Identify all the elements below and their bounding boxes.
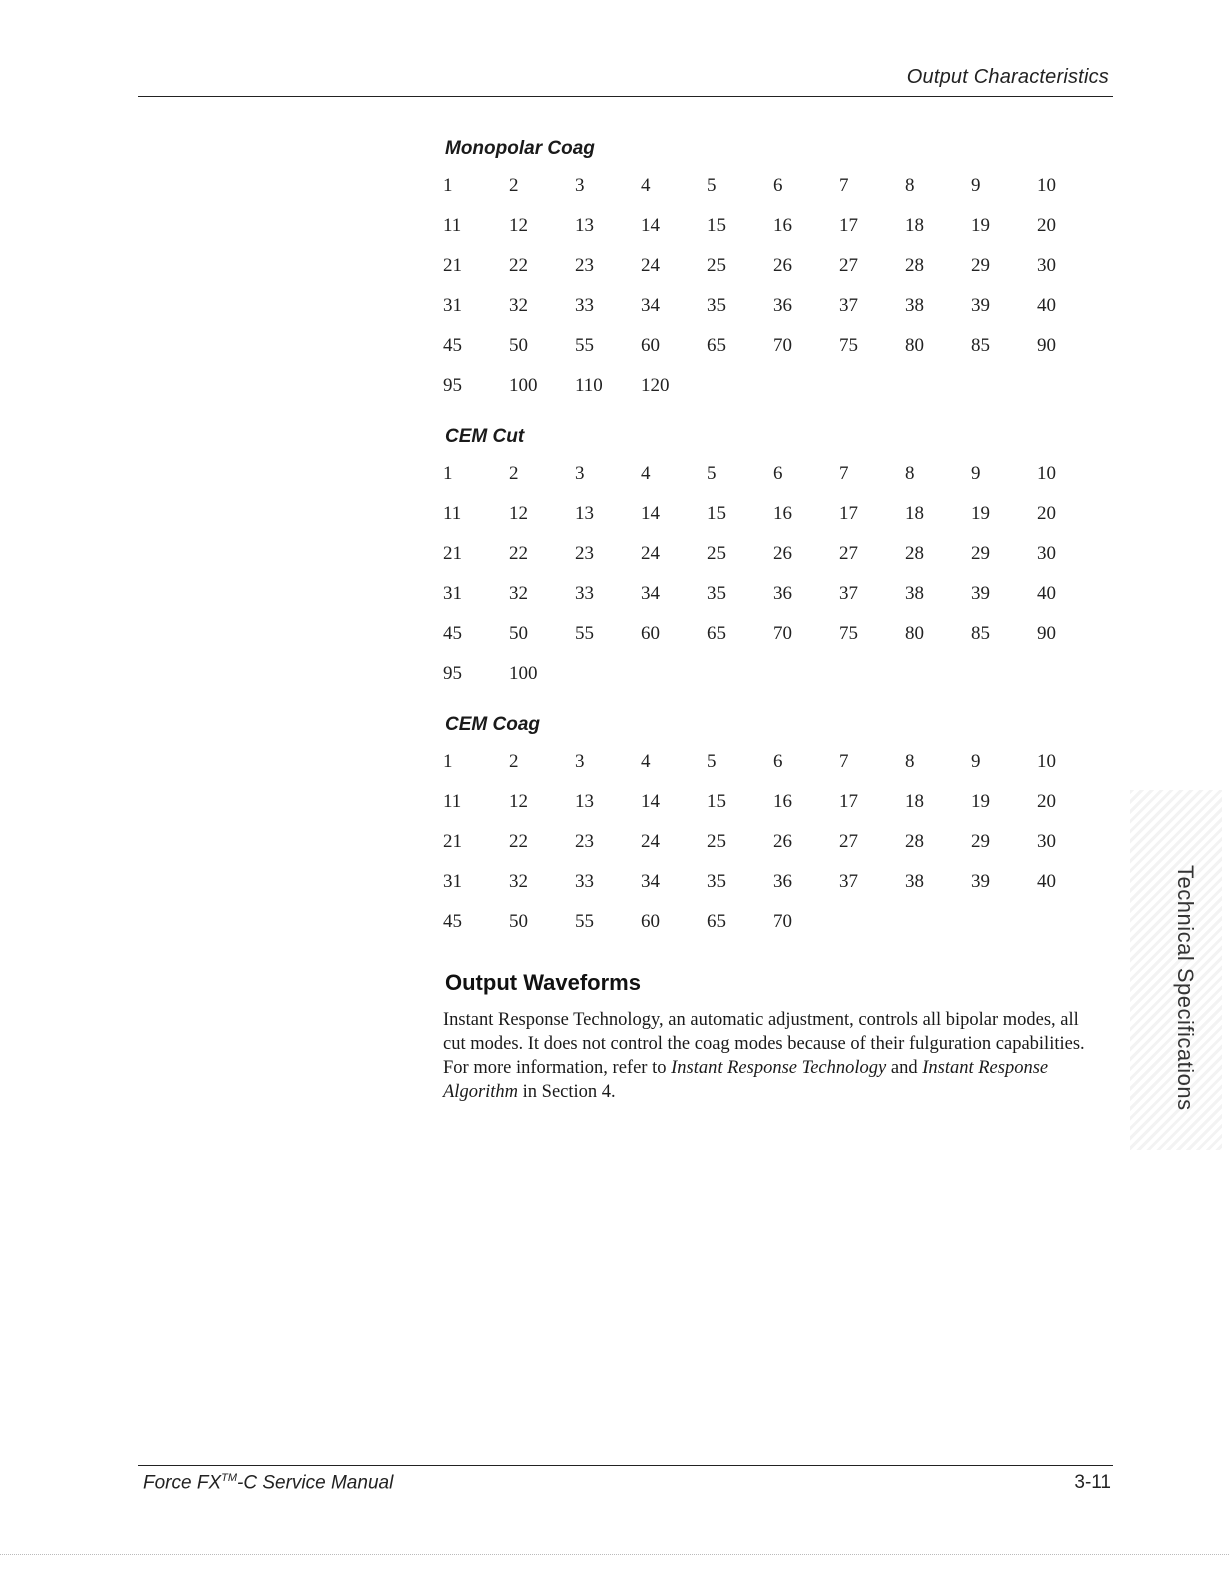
footer-page-number: 3-11 xyxy=(1074,1472,1111,1493)
setting-value: 15 xyxy=(707,215,726,236)
setting-value: 13 xyxy=(575,215,594,236)
setting-value: 21 xyxy=(443,831,462,852)
settings-section xyxy=(443,714,1103,942)
setting-value: 36 xyxy=(773,295,792,316)
setting-value: 18 xyxy=(905,791,924,812)
setting-value: 39 xyxy=(971,871,990,892)
setting-value: 100 xyxy=(509,663,538,684)
header-rule xyxy=(138,96,1113,97)
setting-value: 95 xyxy=(443,663,462,684)
setting-value: 30 xyxy=(1037,831,1056,852)
setting-value: 5 xyxy=(707,175,717,196)
setting-value: 33 xyxy=(575,871,594,892)
setting-value: 8 xyxy=(905,751,915,772)
setting-value: 8 xyxy=(905,463,915,484)
setting-value: 9 xyxy=(971,751,981,772)
setting-value: 34 xyxy=(641,295,660,316)
setting-value: 40 xyxy=(1037,295,1056,316)
setting-value: 9 xyxy=(971,175,981,196)
reference-instant-response-algorithm: Instant Response Algorithm xyxy=(443,1058,1049,1102)
setting-value: 70 xyxy=(773,623,792,644)
setting-value: 5 xyxy=(707,463,717,484)
setting-value: 19 xyxy=(971,791,990,812)
setting-value: 21 xyxy=(443,543,462,564)
settings-row xyxy=(443,534,1103,574)
setting-value: 21 xyxy=(443,255,462,276)
setting-value: 38 xyxy=(905,583,924,604)
setting-value: 35 xyxy=(707,871,726,892)
power-setting-sections xyxy=(443,138,1103,942)
setting-value: 70 xyxy=(773,911,792,932)
setting-value: 39 xyxy=(971,583,990,604)
setting-value: 7 xyxy=(839,463,849,484)
settings-row xyxy=(443,742,1103,782)
setting-value: 22 xyxy=(509,255,528,276)
setting-value: 35 xyxy=(707,583,726,604)
output-waveforms-heading: Output Waveforms xyxy=(445,970,641,995)
setting-value: 32 xyxy=(509,583,528,604)
setting-value: 1 xyxy=(443,751,453,772)
settings-row xyxy=(443,454,1103,494)
settings-row xyxy=(443,206,1103,246)
setting-value: 65 xyxy=(707,911,726,932)
settings-row xyxy=(443,366,1103,406)
setting-value: 22 xyxy=(509,831,528,852)
setting-value: 18 xyxy=(905,503,924,524)
setting-value: 85 xyxy=(971,335,990,356)
setting-value: 27 xyxy=(839,255,858,276)
setting-value: 24 xyxy=(641,831,660,852)
setting-value: 1 xyxy=(443,175,453,196)
setting-value: 55 xyxy=(575,911,594,932)
setting-value: 16 xyxy=(773,503,792,524)
setting-value: 23 xyxy=(575,831,594,852)
paragraph-text-2: and xyxy=(886,1058,923,1078)
setting-value: 29 xyxy=(971,255,990,276)
setting-value: 55 xyxy=(575,335,594,356)
setting-value: 25 xyxy=(707,543,726,564)
setting-value: 3 xyxy=(575,463,585,484)
setting-value: 24 xyxy=(641,543,660,564)
setting-value: 23 xyxy=(575,543,594,564)
setting-value: 26 xyxy=(773,543,792,564)
manual-title-prefix: Force FX xyxy=(143,1472,222,1494)
setting-value: 26 xyxy=(773,831,792,852)
setting-value: 75 xyxy=(839,335,858,356)
setting-value: 55 xyxy=(575,623,594,644)
setting-value: 75 xyxy=(839,623,858,644)
setting-value: 2 xyxy=(509,463,519,484)
setting-value: 7 xyxy=(839,175,849,196)
setting-value: 11 xyxy=(443,503,462,524)
setting-value: 8 xyxy=(905,175,915,196)
paragraph-text-1: Instant Response Technology, an automatic adjustment, controls all bipolar modes, all cut modes. It does not control the coag modes because of their fulguration capabilities. For more information, refer to xyxy=(443,1010,1085,1078)
setting-value: 17 xyxy=(839,791,858,812)
setting-value: 31 xyxy=(443,583,462,604)
settings-row xyxy=(443,782,1103,822)
setting-value: 14 xyxy=(641,215,660,236)
setting-value: 2 xyxy=(509,175,519,196)
setting-value: 39 xyxy=(971,295,990,316)
setting-value: 4 xyxy=(641,175,651,196)
setting-value: 65 xyxy=(707,623,726,644)
settings-section xyxy=(443,138,1103,406)
settings-row xyxy=(443,614,1103,654)
setting-value: 35 xyxy=(707,295,726,316)
paragraph-text-3: in Section 4. xyxy=(518,1082,616,1102)
setting-value: 12 xyxy=(509,791,528,812)
setting-value: 10 xyxy=(1037,751,1056,772)
setting-value: 85 xyxy=(971,623,990,644)
setting-value: 38 xyxy=(905,295,924,316)
setting-value: 22 xyxy=(509,543,528,564)
setting-value: 7 xyxy=(839,751,849,772)
setting-value: 31 xyxy=(443,871,462,892)
setting-value: 27 xyxy=(839,831,858,852)
setting-value: 90 xyxy=(1037,623,1056,644)
setting-value: 34 xyxy=(641,871,660,892)
setting-value: 17 xyxy=(839,503,858,524)
settings-row xyxy=(443,654,1103,694)
setting-value: 90 xyxy=(1037,335,1056,356)
setting-value: 40 xyxy=(1037,583,1056,604)
setting-value: 28 xyxy=(905,255,924,276)
setting-value: 37 xyxy=(839,871,858,892)
setting-value: 37 xyxy=(839,295,858,316)
setting-value: 4 xyxy=(641,463,651,484)
setting-value: 30 xyxy=(1037,255,1056,276)
setting-value: 28 xyxy=(905,543,924,564)
setting-value: 50 xyxy=(509,335,528,356)
settings-row xyxy=(443,246,1103,286)
running-header-title: Output Characteristics xyxy=(906,66,1109,88)
footer-manual-title xyxy=(143,1472,393,1494)
setting-value: 29 xyxy=(971,831,990,852)
setting-value: 16 xyxy=(773,791,792,812)
setting-value: 6 xyxy=(773,175,783,196)
section-heading: CEM Coag xyxy=(445,714,540,735)
setting-value: 40 xyxy=(1037,871,1056,892)
settings-section xyxy=(443,426,1103,694)
setting-value: 60 xyxy=(641,623,660,644)
setting-value: 1 xyxy=(443,463,453,484)
setting-value: 50 xyxy=(509,911,528,932)
setting-value: 10 xyxy=(1037,463,1056,484)
setting-value: 25 xyxy=(707,831,726,852)
setting-value: 11 xyxy=(443,791,462,812)
settings-row xyxy=(443,166,1103,206)
setting-value: 6 xyxy=(773,463,783,484)
setting-value: 33 xyxy=(575,583,594,604)
settings-row xyxy=(443,902,1103,942)
setting-value: 4 xyxy=(641,751,651,772)
setting-value: 37 xyxy=(839,583,858,604)
setting-value: 36 xyxy=(773,583,792,604)
setting-value: 27 xyxy=(839,543,858,564)
settings-row xyxy=(443,286,1103,326)
setting-value: 20 xyxy=(1037,503,1056,524)
setting-value: 31 xyxy=(443,295,462,316)
setting-value: 34 xyxy=(641,583,660,604)
setting-value: 19 xyxy=(971,503,990,524)
settings-row xyxy=(443,494,1103,534)
setting-value: 3 xyxy=(575,751,585,772)
setting-value: 15 xyxy=(707,503,726,524)
setting-value: 110 xyxy=(575,375,603,396)
setting-value: 100 xyxy=(509,375,538,396)
setting-value: 24 xyxy=(641,255,660,276)
setting-value: 70 xyxy=(773,335,792,356)
setting-value: 9 xyxy=(971,463,981,484)
setting-value: 95 xyxy=(443,375,462,396)
setting-value: 15 xyxy=(707,791,726,812)
setting-value: 80 xyxy=(905,335,924,356)
setting-value: 20 xyxy=(1037,215,1056,236)
setting-value: 13 xyxy=(575,791,594,812)
setting-value: 3 xyxy=(575,175,585,196)
setting-value: 33 xyxy=(575,295,594,316)
setting-value: 17 xyxy=(839,215,858,236)
setting-value: 2 xyxy=(509,751,519,772)
settings-row xyxy=(443,574,1103,614)
setting-value: 16 xyxy=(773,215,792,236)
setting-value: 20 xyxy=(1037,791,1056,812)
setting-value: 29 xyxy=(971,543,990,564)
settings-row xyxy=(443,326,1103,366)
setting-value: 14 xyxy=(641,503,660,524)
setting-value: 120 xyxy=(641,375,670,396)
setting-value: 60 xyxy=(641,335,660,356)
section-heading: Monopolar Coag xyxy=(445,138,595,159)
setting-value: 26 xyxy=(773,255,792,276)
setting-value: 38 xyxy=(905,871,924,892)
setting-value: 36 xyxy=(773,871,792,892)
setting-value: 32 xyxy=(509,871,528,892)
setting-value: 80 xyxy=(905,623,924,644)
setting-value: 45 xyxy=(443,335,462,356)
setting-value: 10 xyxy=(1037,175,1056,196)
page-content xyxy=(443,138,1103,1104)
manual-title-suffix: -C Service Manual xyxy=(237,1472,394,1494)
settings-row xyxy=(443,862,1103,902)
setting-value: 30 xyxy=(1037,543,1056,564)
section-tab-label: Technical Specifications xyxy=(1173,865,1198,1111)
trademark-superscript: TM xyxy=(221,1472,238,1484)
setting-value: 65 xyxy=(707,335,726,356)
footer-rule xyxy=(138,1465,1113,1466)
setting-value: 5 xyxy=(707,751,717,772)
setting-value: 12 xyxy=(509,503,528,524)
setting-value: 19 xyxy=(971,215,990,236)
setting-value: 23 xyxy=(575,255,594,276)
output-waveforms-paragraph xyxy=(443,1008,1103,1104)
setting-value: 25 xyxy=(707,255,726,276)
settings-row xyxy=(443,822,1103,862)
setting-value: 45 xyxy=(443,911,462,932)
setting-value: 11 xyxy=(443,215,462,236)
setting-value: 60 xyxy=(641,911,660,932)
setting-value: 28 xyxy=(905,831,924,852)
setting-value: 45 xyxy=(443,623,462,644)
setting-value: 32 xyxy=(509,295,528,316)
setting-value: 14 xyxy=(641,791,660,812)
reference-instant-response-technology: Instant Response Technology xyxy=(671,1058,887,1078)
setting-value: 13 xyxy=(575,503,594,524)
setting-value: 18 xyxy=(905,215,924,236)
section-heading: CEM Cut xyxy=(445,426,525,447)
setting-value: 12 xyxy=(509,215,528,236)
scan-edge-line xyxy=(0,1554,1229,1555)
setting-value: 50 xyxy=(509,623,528,644)
setting-value: 6 xyxy=(773,751,783,772)
